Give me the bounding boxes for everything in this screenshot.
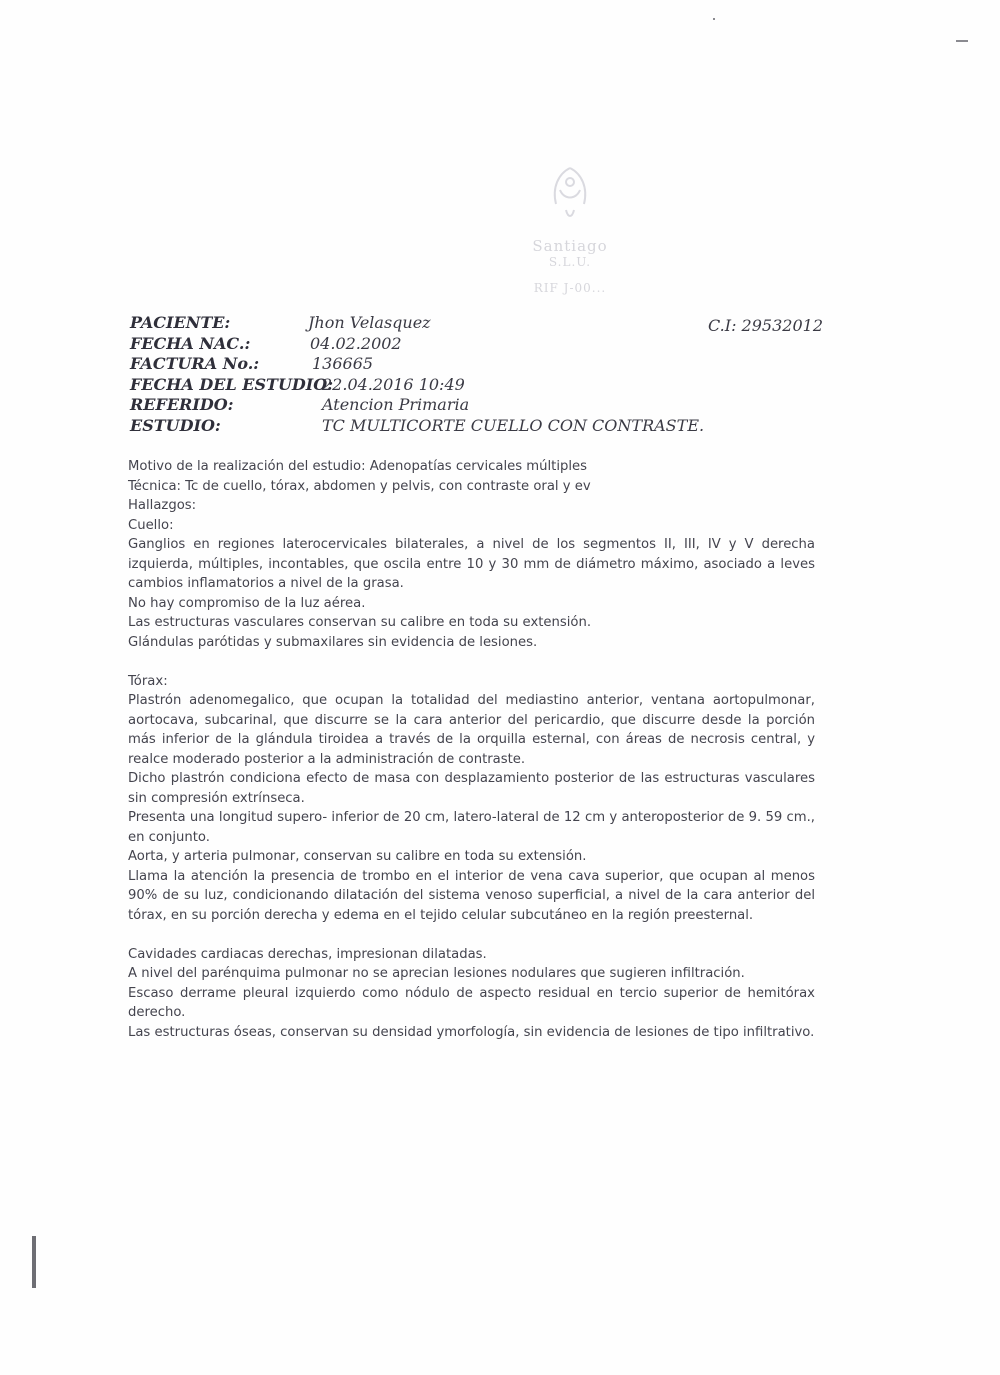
torax-paragraph: Dicho plastrón condiciona efecto de masa con desplazamiento posterior de las estructuras vasculares sin compresión extrínseca. — [128, 771, 815, 806]
field-value: TC MULTICORTE CUELLO CON CONTRASTE. — [322, 415, 705, 435]
final-paragraph: Las estructuras óseas, conservan su densidad ymorfología, sin evidencia de lesiones de tipo infiltrativo. — [128, 1024, 815, 1040]
stamp-emblem-icon — [530, 160, 610, 230]
cuello-paragraph: Ganglios en regiones laterocervicales bilaterales, a nivel de los segmentos II, III, IV y V derecha izquierda, múltiples, incontables, que oscila entre 10 y 30 mm de diámetro máximo, asociado a leves cambios inflamatorios a nivel de la grasa. — [128, 537, 815, 591]
report-body — [128, 457, 815, 1042]
final-paragraph: A nivel del parénquima pulmonar no se aprecian lesiones nodulares que sugieren infiltración. — [128, 966, 745, 981]
spacer — [128, 652, 815, 672]
clinic-stamp — [490, 160, 650, 325]
final-paragraph: Escaso derrame pleural izquierdo como nódulo de aspecto residual en tercio superior de hemitórax derecho. — [128, 985, 815, 1020]
stamp-line-3: RIF J-00... — [533, 281, 607, 295]
cedula-id: C.I: 29532012 — [708, 316, 823, 335]
hallazgos-heading: Hallazgos: — [128, 498, 197, 513]
field-label: FECHA DEL ESTUDIO: — [130, 374, 334, 394]
stamp-line-2: S.L.U. — [548, 255, 592, 269]
scan-mark-top-right — [956, 40, 968, 42]
final-paragraph: Cavidades cardiacas derechas, impresionan dilatadas. — [128, 946, 487, 962]
cuello-paragraph: Las estructuras vasculares conservan su calibre en toda su extensión. — [128, 615, 592, 630]
torax-paragraph: Llama la atención la presencia de trombo en el interior de vena cava superior, que ocupan al menos 90% de su luz, condicionando dilatación del sistema venoso superficial, a nivel de la cara anterior del tórax, en su porción derecha y edema en el tejido celular subcutáneo en la región preesternal. — [128, 868, 815, 923]
cuello-heading: Cuello: — [128, 517, 174, 533]
scan-dot — [713, 18, 715, 20]
field-label: REFERIDO: — [130, 395, 234, 415]
cuello-paragraph: No hay compromiso de la luz aérea. — [128, 595, 366, 611]
field-value: Jhon Velasquez — [308, 313, 431, 332]
field-value: Atencion Primaria — [322, 395, 470, 415]
field-value: 22.04.2016 10:49 — [322, 374, 465, 394]
field-label: FECHA NAC.: — [130, 333, 251, 353]
cuello-paragraph: Glándulas parótidas y submaxilares sin evidencia de lesiones. — [128, 634, 538, 650]
field-label: PACIENTE: — [130, 313, 231, 332]
field-label: ESTUDIO: — [130, 415, 221, 435]
torax-paragraph: Plastrón adenomegalico, que ocupan la totalidad del mediastino anterior, ventana aortopulmonar, aortocava, subcarinal, que discurre se la cara anterior del pericardio, que discurre desde la porción más inferior de la glándula tiroidea a través de la orquilla esternal, con áreas de necrosis central, y realce moderado posterior a la administración de contraste. — [128, 693, 815, 767]
torax-paragraph: Presenta una longitud supero- inferior de 20 cm, latero-lateral de 12 cm y anteroposterior de 9. 59 cm., en conjunto. — [128, 810, 815, 845]
field-label: FACTURA No.: — [130, 354, 260, 374]
scan-mark-left-edge — [32, 1236, 36, 1288]
motivo-line: Motivo de la realización del estudio: Adenopatías cervicales múltiples — [128, 459, 588, 474]
tecnica-line: Técnica: Tc de cuello, tórax, abdomen y pelvis, con contraste oral y ev — [128, 478, 591, 494]
field-value: 04.02.2002 — [310, 333, 402, 353]
torax-paragraph: Aorta, y arteria pulmonar, conservan su calibre en toda su extensión. — [128, 849, 587, 864]
torax-heading: Tórax: — [128, 673, 168, 689]
field-value: 136665 — [312, 354, 374, 374]
spacer — [128, 925, 815, 945]
stamp-line-1: Santiago — [532, 237, 608, 255]
